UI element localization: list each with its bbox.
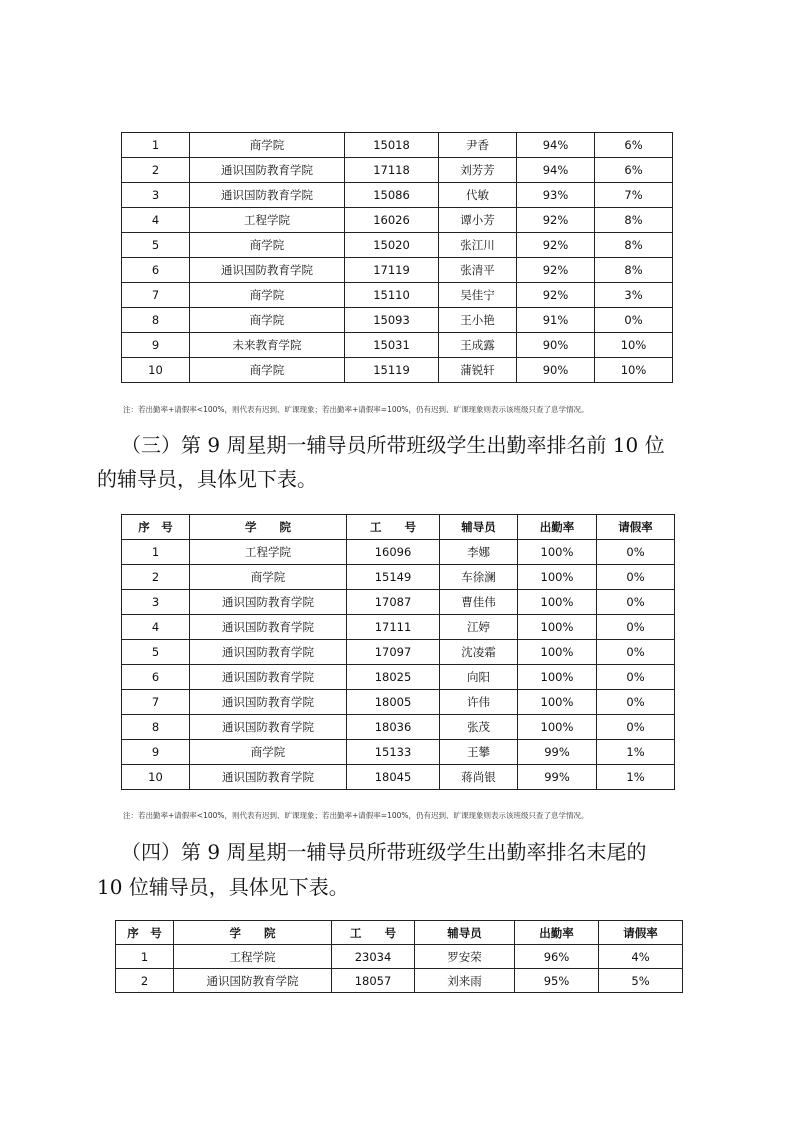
col-leave-rate-cell: 10% — [595, 333, 673, 358]
col-index-cell: 10 — [122, 358, 190, 383]
header-col-counselor: 辅导员 — [440, 515, 518, 540]
col-staff-id-cell: 18045 — [347, 765, 440, 790]
col-leave-rate-cell: 0% — [597, 640, 675, 665]
col-index-cell: 1 — [116, 945, 174, 969]
col-index-cell: 5 — [122, 640, 190, 665]
col-college-cell: 商学院 — [190, 133, 345, 158]
table-body — [116, 945, 683, 993]
col-counselor-cell: 车徐澜 — [440, 565, 518, 590]
col-index-cell: 4 — [122, 208, 190, 233]
col-college-cell: 通识国防教育学院 — [190, 640, 347, 665]
table-row — [122, 640, 675, 665]
col-college-cell: 工程学院 — [174, 945, 332, 969]
col-attendance-rate-cell: 99% — [518, 765, 597, 790]
table-row — [122, 358, 673, 383]
col-index-cell: 1 — [122, 133, 190, 158]
col-attendance-rate-cell: 94% — [517, 158, 595, 183]
col-index-cell: 6 — [122, 665, 190, 690]
col-counselor-cell: 蒋尚银 — [440, 765, 518, 790]
top-10-counselors-table — [121, 514, 675, 790]
table-row — [116, 945, 683, 969]
col-college-cell: 商学院 — [190, 565, 347, 590]
col-attendance-rate-cell: 100% — [518, 665, 597, 690]
header-col-college: 学 院 — [174, 921, 332, 945]
col-staff-id-cell: 15119 — [345, 358, 439, 383]
col-staff-id-cell: 23034 — [332, 945, 415, 969]
col-attendance-rate-cell: 100% — [518, 615, 597, 640]
col-staff-id-cell: 18057 — [332, 969, 415, 993]
col-counselor-cell: 王成露 — [439, 333, 517, 358]
col-index-cell: 4 — [122, 615, 190, 640]
table-row — [122, 590, 675, 615]
col-index-cell: 7 — [122, 283, 190, 308]
col-staff-id-cell: 16096 — [347, 540, 440, 565]
col-college-cell: 商学院 — [190, 358, 345, 383]
col-leave-rate-cell: 1% — [597, 740, 675, 765]
col-attendance-rate-cell: 93% — [517, 183, 595, 208]
col-counselor-cell: 许伟 — [440, 690, 518, 715]
header-col-staff-id: 工 号 — [332, 921, 415, 945]
col-staff-id-cell: 15110 — [345, 283, 439, 308]
col-leave-rate-cell: 0% — [597, 690, 675, 715]
col-college-cell: 通识国防教育学院 — [190, 258, 345, 283]
header-col-counselor: 辅导员 — [415, 921, 515, 945]
table-row — [122, 690, 675, 715]
col-counselor-cell: 刘来雨 — [415, 969, 515, 993]
col-college-cell: 通识国防教育学院 — [190, 715, 347, 740]
heading-line-2: 的辅导员，具体见下表。 — [97, 467, 317, 491]
col-counselor-cell: 李娜 — [440, 540, 518, 565]
col-college-cell: 通识国防教育学院 — [190, 690, 347, 715]
table-body — [122, 540, 675, 790]
col-index-cell: 8 — [122, 308, 190, 333]
col-staff-id-cell: 17118 — [345, 158, 439, 183]
col-college-cell: 未来教育学院 — [190, 333, 345, 358]
col-index-cell: 9 — [122, 333, 190, 358]
table-note: 注：若出勤率+请假率<100%，则代表有迟到、旷课现象；若出勤率+请假率=100%，仍有迟到、旷课现象则表示该班级只查了息学情况。 — [123, 405, 589, 414]
col-staff-id-cell: 15018 — [345, 133, 439, 158]
col-counselor-cell: 刘芳芳 — [439, 158, 517, 183]
table-row — [122, 158, 673, 183]
col-staff-id-cell: 17111 — [347, 615, 440, 640]
attendance-table-continued — [121, 132, 673, 383]
header-col-leave-rate: 请假率 — [599, 921, 683, 945]
col-college-cell: 通识国防教育学院 — [174, 969, 332, 993]
col-college-cell: 通识国防教育学院 — [190, 590, 347, 615]
col-leave-rate-cell: 8% — [595, 208, 673, 233]
col-index-cell: 5 — [122, 233, 190, 258]
table-row — [122, 615, 675, 640]
col-college-cell: 通识国防教育学院 — [190, 665, 347, 690]
col-leave-rate-cell: 8% — [595, 258, 673, 283]
col-staff-id-cell: 16026 — [345, 208, 439, 233]
col-attendance-rate-cell: 99% — [518, 740, 597, 765]
col-index-cell: 2 — [116, 969, 174, 993]
col-leave-rate-cell: 0% — [597, 715, 675, 740]
col-index-cell: 9 — [122, 740, 190, 765]
col-leave-rate-cell: 0% — [597, 565, 675, 590]
col-staff-id-cell: 15020 — [345, 233, 439, 258]
col-staff-id-cell: 17087 — [347, 590, 440, 615]
col-leave-rate-cell: 7% — [595, 183, 673, 208]
col-attendance-rate-cell: 95% — [515, 969, 599, 993]
heading-line-1: （四）第 9 周星期一辅导员所带班级学生出勤率排名末尾的 — [121, 840, 647, 864]
col-counselor-cell: 蒲锐轩 — [439, 358, 517, 383]
col-college-cell: 商学院 — [190, 283, 345, 308]
col-college-cell: 商学院 — [190, 740, 347, 765]
header-col-index: 序 号 — [122, 515, 190, 540]
col-college-cell: 通识国防教育学院 — [190, 615, 347, 640]
col-counselor-cell: 代敏 — [439, 183, 517, 208]
col-college-cell: 商学院 — [190, 308, 345, 333]
table-row — [122, 740, 675, 765]
table-row — [122, 540, 675, 565]
col-attendance-rate-cell: 100% — [518, 540, 597, 565]
col-attendance-rate-cell: 100% — [518, 640, 597, 665]
table-row — [122, 765, 675, 790]
col-staff-id-cell: 15031 — [345, 333, 439, 358]
table-row — [122, 665, 675, 690]
col-index-cell: 10 — [122, 765, 190, 790]
col-index-cell: 8 — [122, 715, 190, 740]
table-row — [122, 308, 673, 333]
col-counselor-cell: 尹香 — [439, 133, 517, 158]
col-attendance-rate-cell: 92% — [517, 233, 595, 258]
table-row — [122, 565, 675, 590]
section-heading-4 — [121, 835, 721, 869]
col-staff-id-cell: 18025 — [347, 665, 440, 690]
table-body — [122, 133, 673, 383]
table-row — [122, 258, 673, 283]
col-counselor-cell: 谭小芳 — [439, 208, 517, 233]
table-header-row — [122, 515, 675, 540]
col-counselor-cell: 江婷 — [440, 615, 518, 640]
table-row — [122, 208, 673, 233]
col-attendance-rate-cell: 100% — [518, 690, 597, 715]
col-counselor-cell: 张茂 — [440, 715, 518, 740]
col-staff-id-cell: 15133 — [347, 740, 440, 765]
col-staff-id-cell: 17119 — [345, 258, 439, 283]
col-attendance-rate-cell: 100% — [518, 565, 597, 590]
heading-line-1: （三）第 9 周星期一辅导员所带班级学生出勤率排名前 10 位 — [121, 433, 665, 457]
col-leave-rate-cell: 10% — [595, 358, 673, 383]
section-heading-4-cont — [97, 870, 697, 904]
header-col-attendance-rate: 出勤率 — [518, 515, 597, 540]
table-row — [122, 183, 673, 208]
header-col-attendance-rate: 出勤率 — [515, 921, 599, 945]
col-attendance-rate-cell: 92% — [517, 258, 595, 283]
section-heading-3-cont — [97, 462, 697, 496]
col-attendance-rate-cell: 96% — [515, 945, 599, 969]
col-college-cell: 通识国防教育学院 — [190, 183, 345, 208]
col-attendance-rate-cell: 92% — [517, 208, 595, 233]
col-leave-rate-cell: 0% — [597, 590, 675, 615]
col-college-cell: 通识国防教育学院 — [190, 765, 347, 790]
col-leave-rate-cell: 3% — [595, 283, 673, 308]
col-attendance-rate-cell: 100% — [518, 590, 597, 615]
col-counselor-cell: 曹佳伟 — [440, 590, 518, 615]
col-counselor-cell: 吴佳宁 — [439, 283, 517, 308]
col-index-cell: 3 — [122, 590, 190, 615]
col-counselor-cell: 向阳 — [440, 665, 518, 690]
col-staff-id-cell: 15149 — [347, 565, 440, 590]
col-counselor-cell: 沈凌霜 — [440, 640, 518, 665]
col-leave-rate-cell: 0% — [595, 308, 673, 333]
col-index-cell: 1 — [122, 540, 190, 565]
col-counselor-cell: 王小艳 — [439, 308, 517, 333]
table-note: 注：若出勤率+请假率<100%，则代表有迟到、旷课现象；若出勤率+请假率=100%，仍有迟到、旷课现象则表示该班级只查了息学情况。 — [123, 811, 589, 820]
col-counselor-cell: 张清平 — [439, 258, 517, 283]
bottom-10-counselors-table — [115, 920, 683, 993]
table-row — [116, 969, 683, 993]
col-leave-rate-cell: 0% — [597, 665, 675, 690]
col-college-cell: 工程学院 — [190, 540, 347, 565]
table-row — [122, 333, 673, 358]
col-index-cell: 6 — [122, 258, 190, 283]
col-college-cell: 通识国防教育学院 — [190, 158, 345, 183]
header-col-leave-rate: 请假率 — [597, 515, 675, 540]
table-header-row — [116, 921, 683, 945]
col-counselor-cell: 张江川 — [439, 233, 517, 258]
table-row — [122, 283, 673, 308]
col-leave-rate-cell: 8% — [595, 233, 673, 258]
col-leave-rate-cell: 6% — [595, 158, 673, 183]
table-row — [122, 133, 673, 158]
col-attendance-rate-cell: 91% — [517, 308, 595, 333]
col-index-cell: 2 — [122, 158, 190, 183]
col-index-cell: 3 — [122, 183, 190, 208]
header-col-college: 学 院 — [190, 515, 347, 540]
col-attendance-rate-cell: 90% — [517, 333, 595, 358]
col-counselor-cell: 王攀 — [440, 740, 518, 765]
col-attendance-rate-cell: 94% — [517, 133, 595, 158]
header-col-staff-id: 工 号 — [347, 515, 440, 540]
col-leave-rate-cell: 6% — [595, 133, 673, 158]
table-row — [122, 715, 675, 740]
col-leave-rate-cell: 1% — [597, 765, 675, 790]
col-leave-rate-cell: 4% — [599, 945, 683, 969]
col-staff-id-cell: 15086 — [345, 183, 439, 208]
col-staff-id-cell: 18005 — [347, 690, 440, 715]
col-leave-rate-cell: 0% — [597, 615, 675, 640]
col-index-cell: 7 — [122, 690, 190, 715]
col-attendance-rate-cell: 100% — [518, 715, 597, 740]
col-counselor-cell: 罗安荣 — [415, 945, 515, 969]
col-attendance-rate-cell: 92% — [517, 283, 595, 308]
col-attendance-rate-cell: 90% — [517, 358, 595, 383]
header-col-index: 序 号 — [116, 921, 174, 945]
col-college-cell: 工程学院 — [190, 208, 345, 233]
col-college-cell: 商学院 — [190, 233, 345, 258]
col-staff-id-cell: 17097 — [347, 640, 440, 665]
heading-line-2: 10 位辅导员，具体见下表。 — [97, 875, 349, 899]
col-index-cell: 2 — [122, 565, 190, 590]
section-heading-3 — [121, 428, 721, 462]
table-row — [122, 233, 673, 258]
col-leave-rate-cell: 5% — [599, 969, 683, 993]
col-leave-rate-cell: 0% — [597, 540, 675, 565]
col-staff-id-cell: 15093 — [345, 308, 439, 333]
col-staff-id-cell: 18036 — [347, 715, 440, 740]
